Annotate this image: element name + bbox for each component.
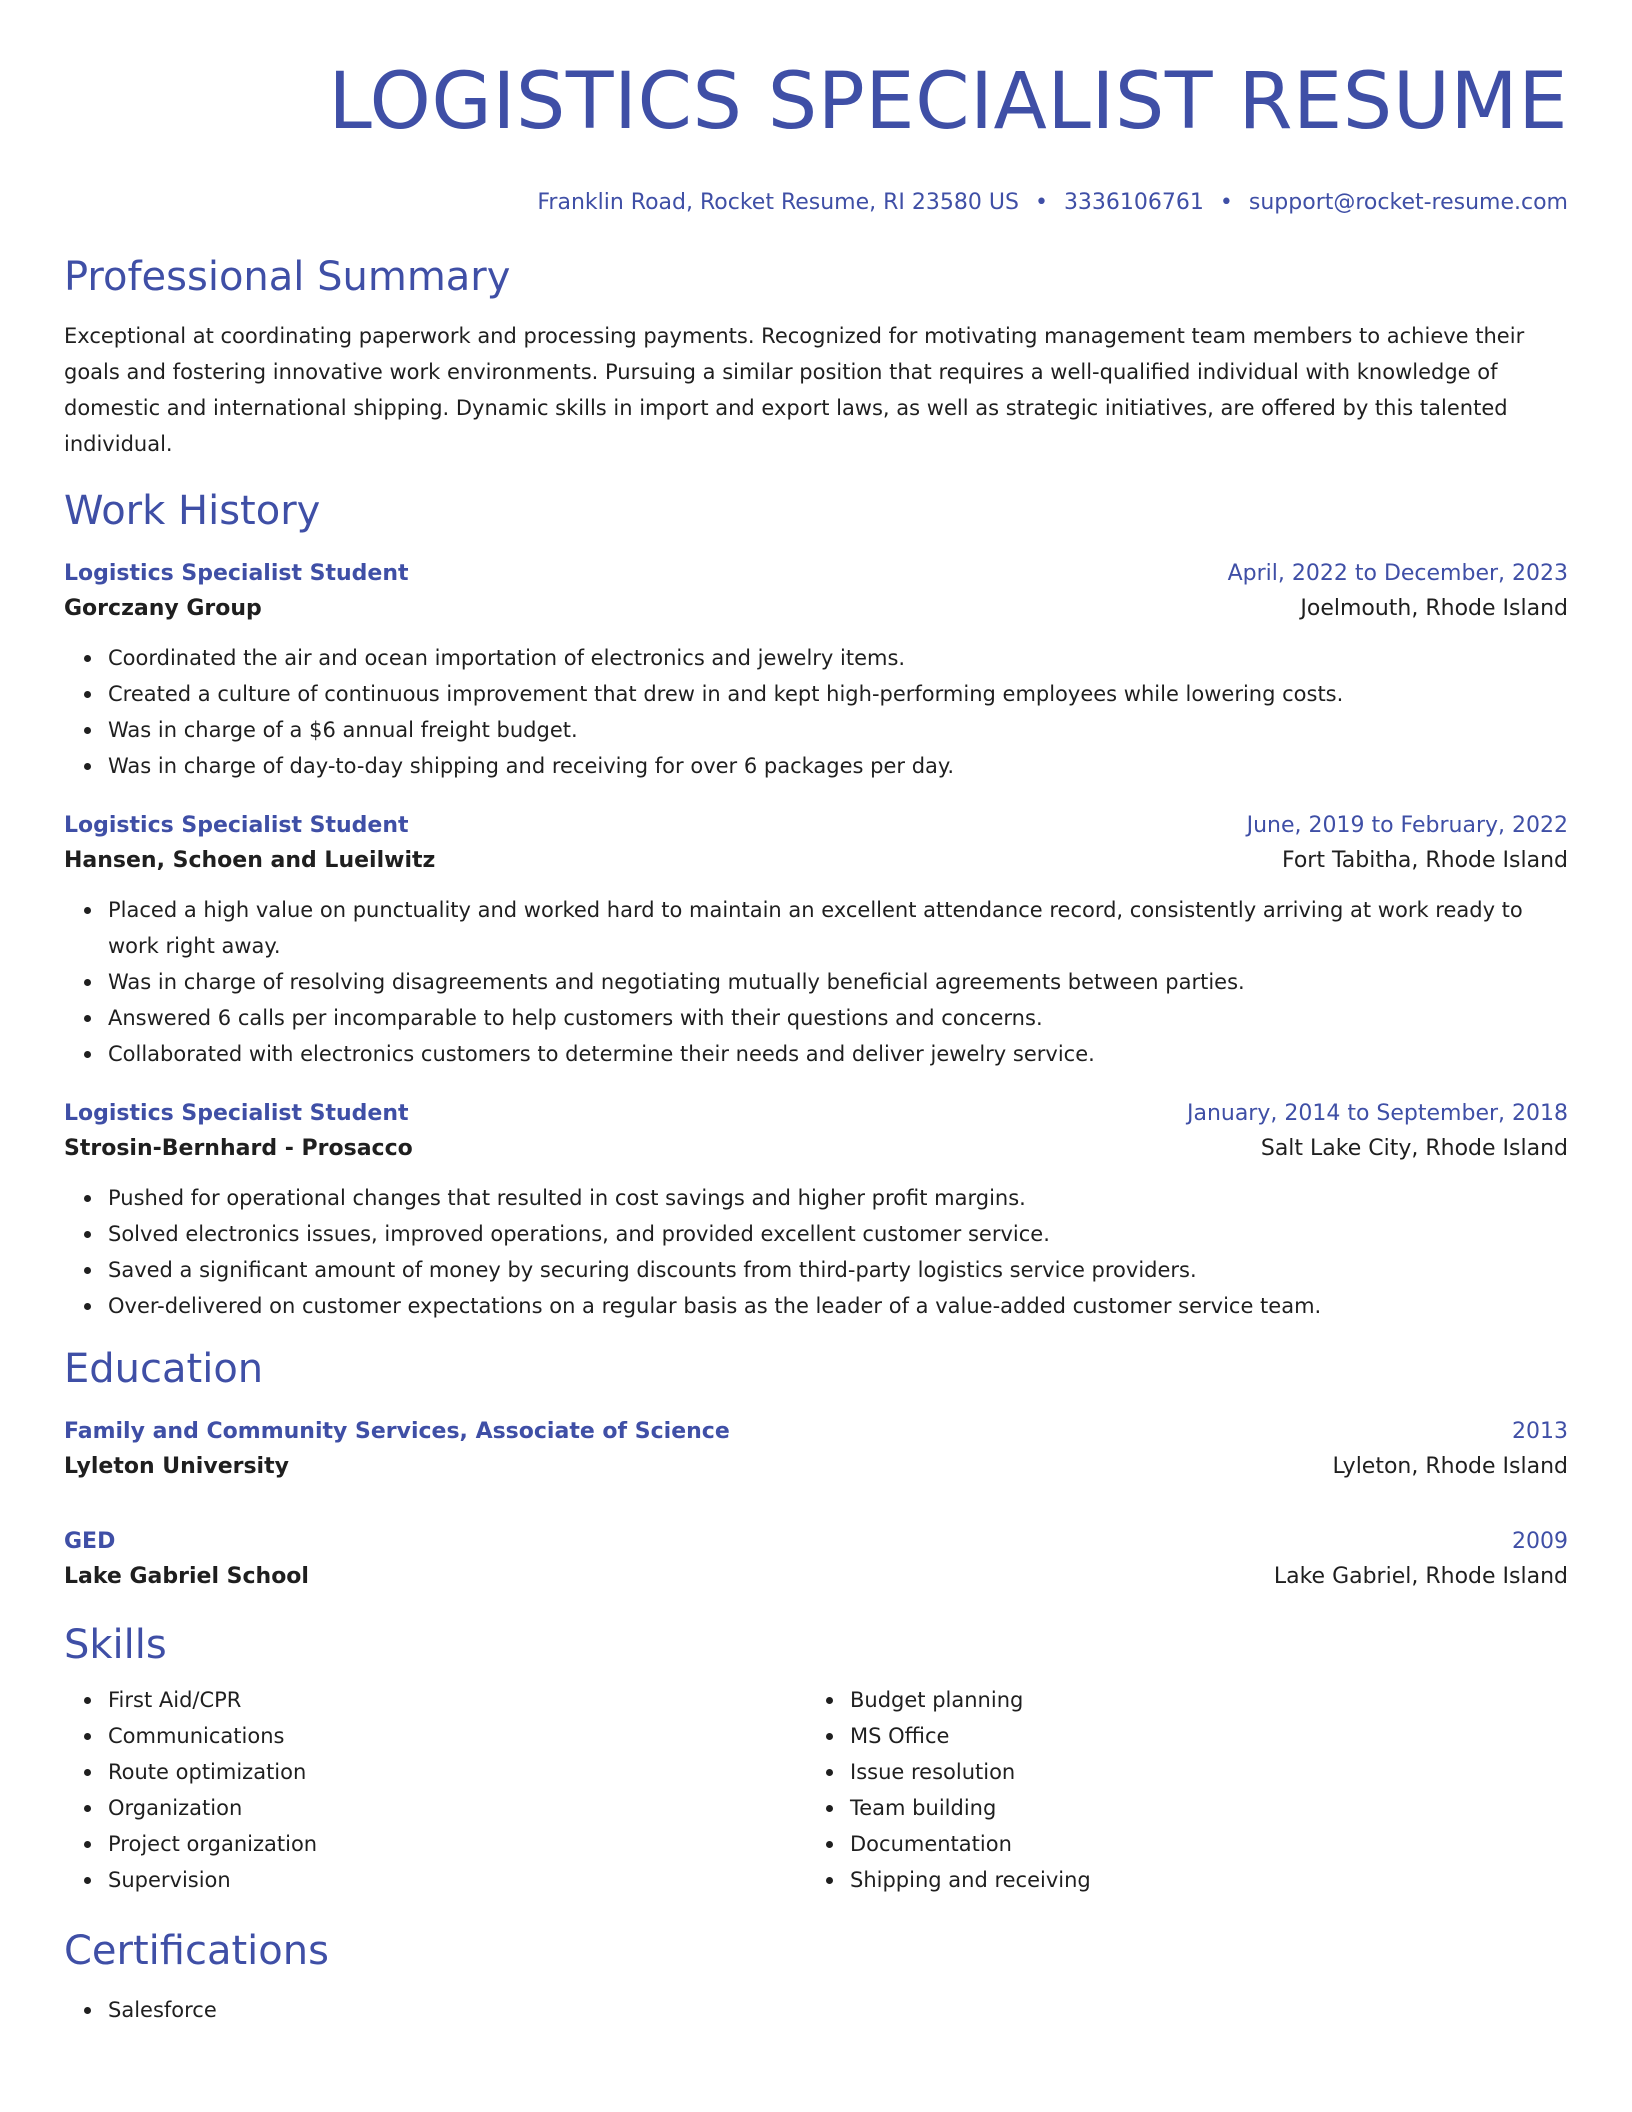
contact-email[interactable]: support@rocket-resume.com xyxy=(1248,190,1568,215)
list-item: Saved a significant amount of money by securing discounts from third-party logistics service providers. xyxy=(108,1252,1568,1288)
list-item: Pushed for operational changes that resulted in cost savings and higher profit margins. xyxy=(108,1180,1568,1216)
list-item: Over-delivered on customer expectations on a regular basis as the leader of a value-added customer service team. xyxy=(108,1288,1568,1324)
summary-heading: Professional Summary xyxy=(64,254,511,300)
degree-year: 2013 xyxy=(1512,1419,1568,1444)
degree-year: 2009 xyxy=(1512,1529,1568,1554)
skills-list-left xyxy=(64,1682,806,1898)
skill-item: Shipping and receiving xyxy=(850,1862,1548,1898)
contact-address: Franklin Road, Rocket Resume, RI 23580 US xyxy=(537,190,1019,215)
job-entry xyxy=(64,1098,1568,1324)
job-dates: January, 2014 to September, 2018 xyxy=(1186,1101,1568,1126)
skill-item: Documentation xyxy=(850,1826,1548,1862)
certification-item: Salesforce xyxy=(108,1992,1568,2028)
skill-item: Communications xyxy=(108,1718,806,1754)
education-entry xyxy=(64,1526,1568,1596)
contact-separator: • xyxy=(1219,190,1233,215)
contact-phone[interactable]: 3336106761 xyxy=(1063,190,1204,215)
skill-item: Budget planning xyxy=(850,1682,1548,1718)
skills-heading: Skills xyxy=(64,1622,167,1668)
skills-column-right xyxy=(806,1682,1548,1898)
job-title: Logistics Specialist Student xyxy=(64,1101,409,1126)
list-item: Was in charge of day-to-day shipping and receiving for over 6 packages per day. xyxy=(108,748,1568,784)
list-item: Was in charge of a $6 annual freight budget. xyxy=(108,712,1568,748)
education-entry xyxy=(64,1416,1568,1486)
job-entry xyxy=(64,810,1568,1072)
list-item: Answered 6 calls per incomparable to help customers with their questions and concerns. xyxy=(108,1000,1568,1036)
skill-item: MS Office xyxy=(850,1718,1548,1754)
list-item: Solved electronics issues, improved operations, and provided excellent customer service. xyxy=(108,1216,1568,1252)
school-name: Lake Gabriel School xyxy=(64,1564,309,1589)
job-dates: April, 2022 to December, 2023 xyxy=(1227,561,1568,586)
job-location: Fort Tabitha, Rhode Island xyxy=(1281,848,1568,873)
skill-item: Organization xyxy=(108,1790,806,1826)
summary-text: Exceptional at coordinating paperwork and processing payments. Recognized for motivating management team members to achieve their goals and fostering innovative work environments. Pursuing a similar position that requires a well-qualified individual with knowledge of domestic and international shipping. Dynamic skills in import and export laws, as well as strategic initiatives, are offered by this talented individual. xyxy=(64,324,1525,456)
skill-item: First Aid/CPR xyxy=(108,1682,806,1718)
work-history-section xyxy=(64,486,1568,1324)
education-heading: Education xyxy=(64,1346,264,1392)
job-company: Gorczany Group xyxy=(64,596,262,621)
list-item: Placed a high value on punctuality and worked hard to maintain an excellent attendance record, consistently arriving at work ready to work right away. xyxy=(108,892,1568,964)
certifications-list xyxy=(64,1992,1568,2028)
job-dates: June, 2019 to February, 2022 xyxy=(1246,813,1568,838)
skills-column-left xyxy=(64,1682,806,1898)
list-item: Created a culture of continuous improvement that drew in and kept high-performing employees while lowering costs. xyxy=(108,676,1568,712)
certifications-section xyxy=(64,1926,1568,2028)
job-entry xyxy=(64,558,1568,784)
job-bullets xyxy=(64,640,1568,784)
contact-line xyxy=(64,188,1568,218)
list-item: Coordinated the air and ocean importation of electronics and jewelry items. xyxy=(108,640,1568,676)
degree-title: Family and Community Services, Associate of Science xyxy=(64,1419,730,1444)
job-bullets xyxy=(64,1180,1568,1324)
skill-item: Route optimization xyxy=(108,1754,806,1790)
summary-section xyxy=(64,252,1568,462)
education-section xyxy=(64,1344,1568,1596)
certifications-heading: Certifications xyxy=(64,1928,329,1974)
skills-list-right xyxy=(806,1682,1548,1898)
job-company: Strosin-Bernhard - Prosacco xyxy=(64,1136,413,1161)
job-bullets xyxy=(64,892,1568,1072)
skill-item: Supervision xyxy=(108,1862,806,1898)
skill-item: Issue resolution xyxy=(850,1754,1548,1790)
job-location: Salt Lake City, Rhode Island xyxy=(1260,1136,1568,1161)
job-title: Logistics Specialist Student xyxy=(64,561,409,586)
degree-title: GED xyxy=(64,1529,116,1554)
job-title: Logistics Specialist Student xyxy=(64,813,409,838)
work-history-heading: Work History xyxy=(64,488,321,534)
job-company: Hansen, Schoen and Lueilwitz xyxy=(64,848,436,873)
contact-separator: • xyxy=(1034,190,1048,215)
job-location: Joelmouth, Rhode Island xyxy=(1300,596,1568,621)
school-location: Lake Gabriel, Rhode Island xyxy=(1273,1564,1568,1589)
list-item: Was in charge of resolving disagreements and negotiating mutually beneficial agreements between parties. xyxy=(108,964,1568,1000)
school-name: Lyleton University xyxy=(64,1454,289,1479)
skills-grid xyxy=(64,1682,1568,1898)
skill-item: Team building xyxy=(850,1790,1548,1826)
skill-item: Project organization xyxy=(108,1826,806,1862)
list-item: Collaborated with electronics customers to determine their needs and deliver jewelry service. xyxy=(108,1036,1568,1072)
resume-title: LOGISTICS SPECIALIST RESUME xyxy=(328,57,1568,147)
school-location: Lyleton, Rhode Island xyxy=(1332,1454,1568,1479)
skills-section xyxy=(64,1620,1568,1898)
